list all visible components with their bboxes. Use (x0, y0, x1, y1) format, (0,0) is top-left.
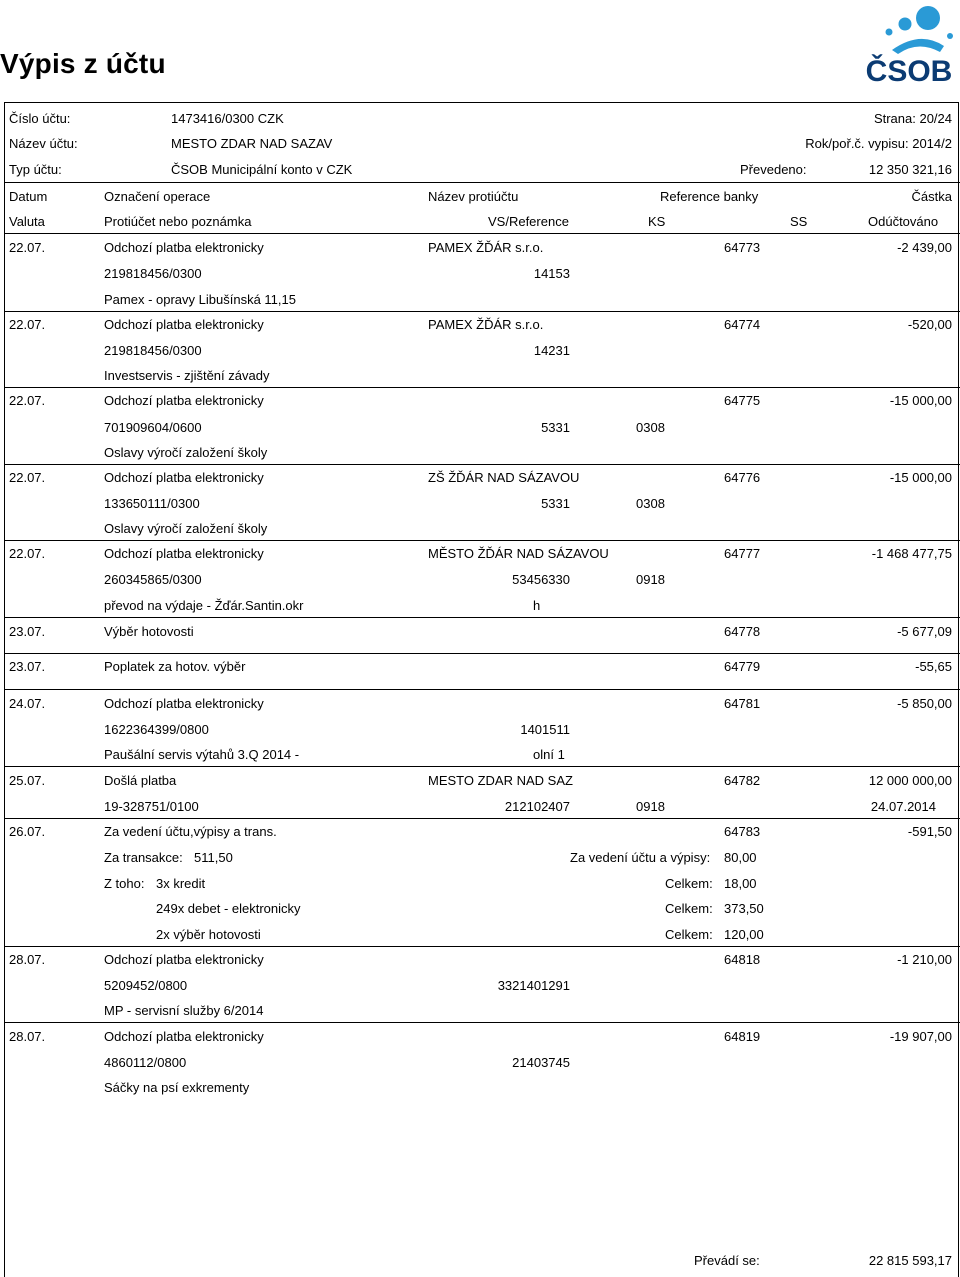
tx-account: 19-328751/0100 (104, 799, 199, 814)
fee-line-celkem: Celkem: (665, 901, 713, 916)
tx-amount: -15 000,00 (889, 393, 952, 408)
col-counterparty: Název protiúčtu (428, 189, 519, 204)
col-valuta: Valuta (9, 214, 45, 229)
tx-operation: Odchozí platba elektronicky (104, 470, 264, 485)
row-divider (4, 387, 960, 388)
tx-amount: -5 677,09 (897, 624, 952, 639)
tx-amount: -591,50 (907, 824, 952, 839)
divider (4, 233, 960, 234)
col-vs: VS/Reference (488, 214, 569, 229)
tx-amount: -5 850,00 (897, 696, 952, 711)
row-divider (4, 540, 960, 541)
tx-ref: 64819 (724, 1029, 761, 1044)
tx-ks: 0918 (636, 799, 665, 814)
col-datum: Datum (9, 189, 48, 204)
tx-date: 22.07. (9, 240, 46, 255)
tx-note-cont: olní 1 (533, 747, 565, 762)
tx-counterparty: MESTO ZDAR NAD SAZ (428, 773, 573, 788)
tx-note-cont: h (533, 598, 541, 613)
tx-account: 5209452/0800 (104, 978, 188, 993)
tx-vs: 14153 (533, 266, 570, 281)
tx-operation: Poplatek za hotov. výběr (104, 659, 246, 674)
tx-amount: -15 000,00 (889, 470, 952, 485)
fee-ztoho-label: Z toho: (104, 876, 145, 891)
row-divider (4, 766, 960, 767)
tx-operation: Došlá platba (104, 773, 177, 788)
tx-note: převod na výdaje - Žďár.Santin.okr (104, 598, 304, 613)
tx-account: 133650111/0300 (104, 496, 200, 511)
tx-posted: 24.07.2014 (870, 799, 936, 814)
tx-operation: Za vedení účtu,výpisy a trans. (104, 824, 277, 839)
csob-logo (860, 4, 958, 86)
col-amount: Částka (911, 189, 952, 204)
divider (4, 182, 960, 183)
tx-date: 26.07. (9, 824, 46, 839)
tx-vs: 3321401291 (497, 978, 570, 993)
fee-line-celkem: Celkem: (665, 927, 713, 942)
tx-amount: -55,65 (915, 659, 952, 674)
tx-date: 22.07. (9, 470, 46, 485)
row-divider (4, 464, 960, 465)
tx-account: 1622364399/0800 (104, 722, 209, 737)
col-posted: Odúčtováno (868, 214, 939, 229)
tx-vs: 5331 (541, 420, 570, 435)
account-name-label: Název účtu: (9, 136, 78, 151)
tx-operation: Výběr hotovosti (104, 624, 194, 639)
account-type: ČSOB Municipální konto v CZK (171, 162, 353, 177)
fee-line-celkem: Celkem: (665, 876, 713, 891)
tx-note: Oslavy výročí založení školy (104, 445, 268, 460)
tx-operation: Odchozí platba elektronicky (104, 696, 264, 711)
carry-label: Převádí se: (694, 1253, 760, 1268)
tx-amount: 12 000 000,00 (868, 773, 952, 788)
tx-ref: 64782 (724, 773, 761, 788)
tx-amount: -2 439,00 (897, 240, 952, 255)
tx-ks: 0308 (636, 496, 665, 511)
statement-year: Rok/poř.č. vypisu: 2014/2 (805, 136, 952, 151)
tx-ref: 64781 (724, 696, 761, 711)
tx-account: 4860112/0800 (104, 1055, 187, 1070)
row-divider (4, 946, 960, 947)
tx-note: Pamex - opravy Libušínská 11,15 (104, 292, 296, 307)
tx-ref: 64779 (724, 659, 761, 674)
logo-text: ČSOB (865, 55, 953, 86)
tx-counterparty: PAMEX ŽĎÁR s.r.o. (428, 240, 544, 255)
tx-vs: 212102407 (504, 799, 570, 814)
tx-counterparty: PAMEX ŽĎÁR s.r.o. (428, 317, 544, 332)
tx-date: 24.07. (9, 696, 46, 711)
tx-ks: 0918 (636, 572, 665, 587)
fee-trans-value: 511,50 (194, 850, 233, 865)
carry-value: 22 815 593,17 (868, 1253, 952, 1268)
tx-amount: -19 907,00 (889, 1029, 952, 1044)
fee-line-value: 373,50 (724, 901, 764, 916)
tx-vs: 53456330 (512, 572, 570, 587)
col-ss: SS (790, 214, 808, 229)
tx-account: 219818456/0300 (104, 343, 202, 358)
row-divider (4, 311, 960, 312)
tx-ref: 64777 (724, 546, 761, 561)
tx-date: 28.07. (9, 952, 46, 967)
account-type-label: Typ účtu: (9, 162, 62, 177)
tx-amount: -1 468 477,75 (871, 546, 952, 561)
col-ks: KS (648, 214, 666, 229)
row-divider (4, 689, 960, 690)
tx-ref: 64778 (724, 624, 761, 639)
tx-operation: Odchozí platba elektronicky (104, 240, 264, 255)
tx-date: 25.07. (9, 773, 46, 788)
row-divider (4, 617, 960, 618)
tx-date: 23.07. (9, 659, 46, 674)
tx-amount: -520,00 (907, 317, 952, 332)
tx-counterparty: ZŠ ŽĎÁR NAD SÁZAVOU (428, 470, 580, 485)
fee-line-label: 3x kredit (156, 876, 206, 891)
tx-note: Investservis - zjištění závady (104, 368, 270, 383)
tx-ref: 64776 (724, 470, 761, 485)
tx-counterparty: MĚSTO ŽĎÁR NAD SÁZAVOU (428, 546, 609, 561)
tx-vs: 1401511 (520, 722, 570, 737)
tx-operation: Odchozí platba elektronicky (104, 393, 264, 408)
tx-ref: 64783 (724, 824, 761, 839)
tx-operation: Odchozí platba elektronicky (104, 546, 264, 561)
carried-value: 12 350 321,16 (868, 162, 952, 177)
col-bank-ref: Reference banky (660, 189, 759, 204)
account-number-label: Číslo účtu: (9, 111, 71, 126)
carried-label: Převedeno: (740, 162, 807, 177)
row-divider (4, 653, 960, 654)
tx-operation: Odchozí platba elektronicky (104, 317, 264, 332)
tx-date: 28.07. (9, 1029, 46, 1044)
account-number: 1473416/0300 CZK (171, 111, 284, 126)
tx-date: 22.07. (9, 317, 46, 332)
tx-note: Paušální servis výtahů 3.Q 2014 - (104, 747, 300, 762)
tx-date: 23.07. (9, 624, 46, 639)
tx-vs: 21403745 (512, 1055, 570, 1070)
page-title: Výpis z účtu (0, 48, 166, 79)
fee-acct-value: 80,00 (724, 850, 757, 865)
tx-note: Sáčky na psí exkrementy (104, 1080, 250, 1095)
tx-ref: 64773 (724, 240, 761, 255)
tx-date: 22.07. (9, 546, 46, 561)
account-name: MESTO ZDAR NAD SAZAV (171, 136, 333, 151)
fee-line-label: 2x výběr hotovosti (156, 927, 261, 942)
col-operation: Označení operace (104, 189, 211, 204)
tx-ref: 64818 (724, 952, 761, 967)
tx-vs: 14231 (533, 343, 570, 358)
tx-account: 260345865/0300 (104, 572, 202, 587)
tx-account: 701909604/0600 (104, 420, 202, 435)
row-divider (4, 1022, 960, 1023)
tx-account: 219818456/0300 (104, 266, 202, 281)
tx-amount: -1 210,00 (897, 952, 952, 967)
fee-trans-label: Za transakce: (104, 850, 183, 865)
tx-operation: Odchozí platba elektronicky (104, 1029, 264, 1044)
fee-line-value: 120,00 (724, 927, 764, 942)
tx-ref: 64775 (724, 393, 761, 408)
tx-operation: Odchozí platba elektronicky (104, 952, 264, 967)
tx-date: 22.07. (9, 393, 46, 408)
tx-note: Oslavy výročí založení školy (104, 521, 268, 536)
fee-line-label: 249x debet - elektronicky (156, 901, 301, 916)
col-account-note: Protiúčet nebo poznámka (104, 214, 252, 229)
fee-acct-label: Za vedení účtu a výpisy: (570, 850, 711, 865)
page-number: Strana: 20/24 (873, 111, 952, 126)
row-divider (4, 818, 960, 819)
fee-line-value: 18,00 (724, 876, 757, 891)
tx-vs: 5331 (541, 496, 570, 511)
tx-ks: 0308 (636, 420, 665, 435)
tx-ref: 64774 (724, 317, 761, 332)
tx-note: MP - servisní služby 6/2014 (104, 1003, 264, 1018)
